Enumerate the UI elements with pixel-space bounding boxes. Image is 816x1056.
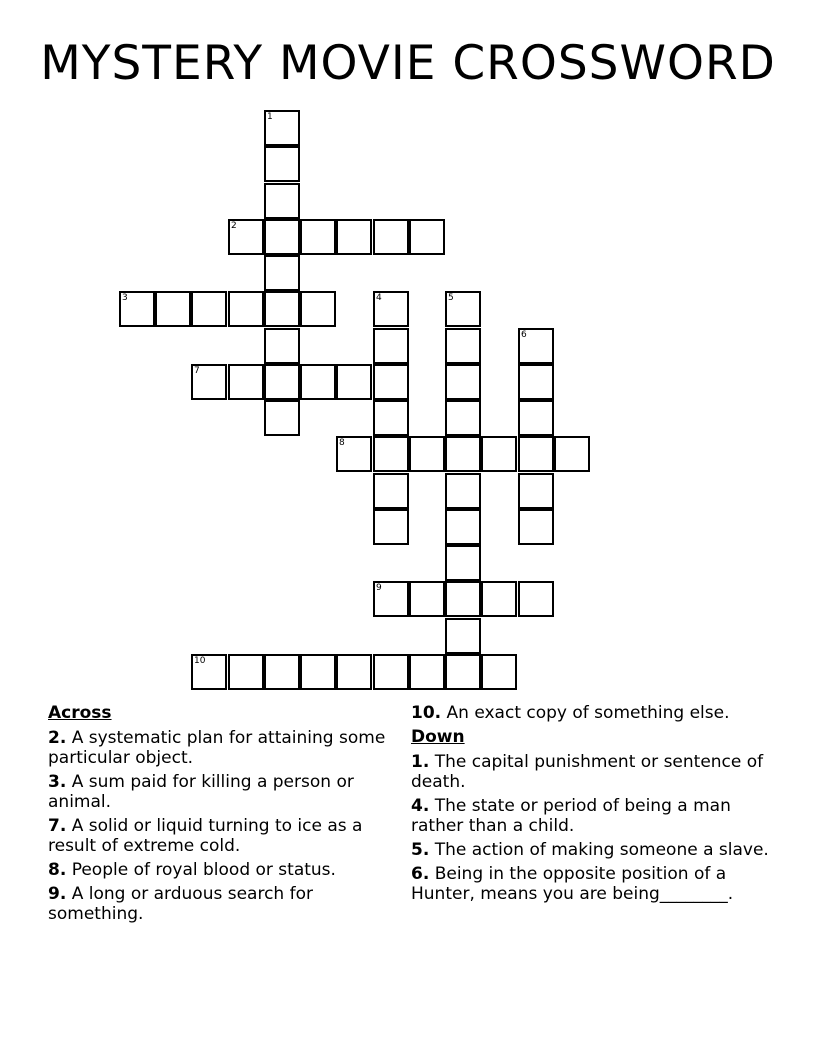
grid-cell[interactable] bbox=[481, 436, 517, 472]
grid-cell[interactable] bbox=[191, 291, 227, 327]
clue-number-label: 8 bbox=[339, 438, 345, 448]
grid-cell[interactable] bbox=[373, 400, 409, 436]
grid-cell[interactable] bbox=[445, 473, 481, 509]
grid-cell[interactable] bbox=[409, 436, 445, 472]
grid-cell[interactable] bbox=[264, 400, 300, 436]
grid-cell[interactable] bbox=[373, 509, 409, 545]
grid-cell[interactable] bbox=[191, 654, 227, 690]
grid-cell[interactable] bbox=[373, 219, 409, 255]
grid-cell[interactable] bbox=[191, 364, 227, 400]
grid-cell[interactable] bbox=[373, 473, 409, 509]
clue-text: The state or period of being a man rather than a child. bbox=[411, 796, 731, 836]
clue-number-label: 4 bbox=[376, 293, 382, 303]
grid-cell[interactable] bbox=[264, 110, 300, 146]
clue-number: 8. bbox=[48, 860, 67, 880]
grid-cell[interactable] bbox=[518, 473, 554, 509]
grid-cell[interactable] bbox=[300, 364, 336, 400]
across-clue bbox=[48, 816, 393, 856]
grid-cell[interactable] bbox=[445, 328, 481, 364]
grid-cell[interactable] bbox=[264, 183, 300, 219]
down-clue bbox=[411, 796, 771, 836]
grid-cell[interactable] bbox=[518, 328, 554, 364]
grid-cell[interactable] bbox=[409, 219, 445, 255]
clue-number-label: 5 bbox=[448, 293, 454, 303]
grid-cell[interactable] bbox=[445, 400, 481, 436]
across-heading: Across bbox=[48, 703, 112, 723]
grid-cell[interactable] bbox=[264, 291, 300, 327]
grid-cell[interactable] bbox=[518, 364, 554, 400]
clue-number-label: 7 bbox=[194, 366, 200, 376]
grid-cell[interactable] bbox=[409, 654, 445, 690]
grid-cell[interactable] bbox=[264, 255, 300, 291]
grid-cell[interactable] bbox=[264, 328, 300, 364]
clue-number: 5. bbox=[411, 840, 430, 860]
grid-cell[interactable] bbox=[300, 219, 336, 255]
clue-number-label: 1 bbox=[267, 112, 273, 122]
clue-number: 6. bbox=[411, 864, 430, 884]
clue-number: 7. bbox=[48, 816, 67, 836]
clue-number: 2. bbox=[48, 728, 67, 748]
grid-cell[interactable] bbox=[518, 581, 554, 617]
grid-cell[interactable] bbox=[336, 436, 372, 472]
grid-cell[interactable] bbox=[373, 436, 409, 472]
clue-text: People of royal blood or status. bbox=[71, 860, 336, 880]
clue-number-label: 2 bbox=[231, 221, 237, 231]
grid-cell[interactable] bbox=[155, 291, 191, 327]
grid-cell[interactable] bbox=[119, 291, 155, 327]
clue-text: Being in the opposite position of a Hunter, means you are being________. bbox=[411, 864, 734, 904]
grid-cell[interactable] bbox=[373, 654, 409, 690]
grid-cell[interactable] bbox=[373, 291, 409, 327]
grid-cell[interactable] bbox=[336, 654, 372, 690]
grid-cell[interactable] bbox=[445, 364, 481, 400]
grid-cell[interactable] bbox=[373, 364, 409, 400]
grid-cell[interactable] bbox=[445, 581, 481, 617]
down-heading: Down bbox=[411, 727, 465, 747]
grid-cell[interactable] bbox=[518, 436, 554, 472]
down-clue bbox=[411, 752, 771, 792]
across-clue bbox=[48, 860, 393, 880]
grid-cell[interactable] bbox=[481, 654, 517, 690]
across-clue bbox=[411, 703, 771, 723]
clue-text: The capital punishment or sentence of death. bbox=[411, 752, 764, 792]
clues-right-column bbox=[411, 703, 771, 908]
grid-cell[interactable] bbox=[445, 618, 481, 654]
grid-cell[interactable] bbox=[264, 654, 300, 690]
grid-cell[interactable] bbox=[409, 581, 445, 617]
across-clue bbox=[48, 884, 393, 924]
grid-cell[interactable] bbox=[445, 509, 481, 545]
clue-number-label: 6 bbox=[521, 330, 527, 340]
grid-cell[interactable] bbox=[336, 364, 372, 400]
grid-cell[interactable] bbox=[518, 400, 554, 436]
clue-number-label: 10 bbox=[194, 656, 206, 666]
clue-number: 3. bbox=[48, 772, 67, 792]
grid-cell[interactable] bbox=[445, 545, 481, 581]
down-clue bbox=[411, 840, 771, 860]
page-title: MYSTERY MOVIE CROSSWORD bbox=[40, 36, 776, 91]
grid-cell[interactable] bbox=[228, 654, 264, 690]
clue-text: A sum paid for killing a person or animal. bbox=[48, 772, 354, 812]
across-clue bbox=[48, 728, 393, 768]
clue-number: 9. bbox=[48, 884, 67, 904]
grid-cell[interactable] bbox=[373, 328, 409, 364]
grid-cell[interactable] bbox=[228, 291, 264, 327]
clue-text: The action of making someone a slave. bbox=[434, 840, 769, 860]
grid-cell[interactable] bbox=[445, 654, 481, 690]
grid-cell[interactable] bbox=[264, 219, 300, 255]
grid-cell[interactable] bbox=[300, 654, 336, 690]
grid-cell[interactable] bbox=[228, 364, 264, 400]
grid-cell[interactable] bbox=[445, 436, 481, 472]
clue-text: An exact copy of something else. bbox=[446, 703, 730, 723]
grid-cell[interactable] bbox=[336, 219, 372, 255]
down-clue bbox=[411, 864, 771, 904]
clue-number-label: 3 bbox=[122, 293, 128, 303]
clue-number: 1. bbox=[411, 752, 430, 772]
grid-cell[interactable] bbox=[300, 291, 336, 327]
grid-cell[interactable] bbox=[481, 581, 517, 617]
grid-cell[interactable] bbox=[554, 436, 590, 472]
grid-cell[interactable] bbox=[518, 509, 554, 545]
grid-cell[interactable] bbox=[228, 219, 264, 255]
clue-text: A solid or liquid turning to ice as a result of extreme cold. bbox=[48, 816, 363, 856]
grid-cell[interactable] bbox=[264, 364, 300, 400]
across-clue bbox=[48, 772, 393, 812]
clue-text: A systematic plan for attaining some particular object. bbox=[48, 728, 386, 768]
clue-number-label: 9 bbox=[376, 583, 382, 593]
clue-text: A long or arduous search for something. bbox=[48, 884, 313, 924]
grid-cell[interactable] bbox=[373, 581, 409, 617]
clue-number: 4. bbox=[411, 796, 430, 816]
grid-cell[interactable] bbox=[264, 146, 300, 182]
clues-left-column bbox=[48, 703, 393, 928]
grid-cell[interactable] bbox=[445, 291, 481, 327]
clue-number: 10. bbox=[411, 703, 442, 723]
